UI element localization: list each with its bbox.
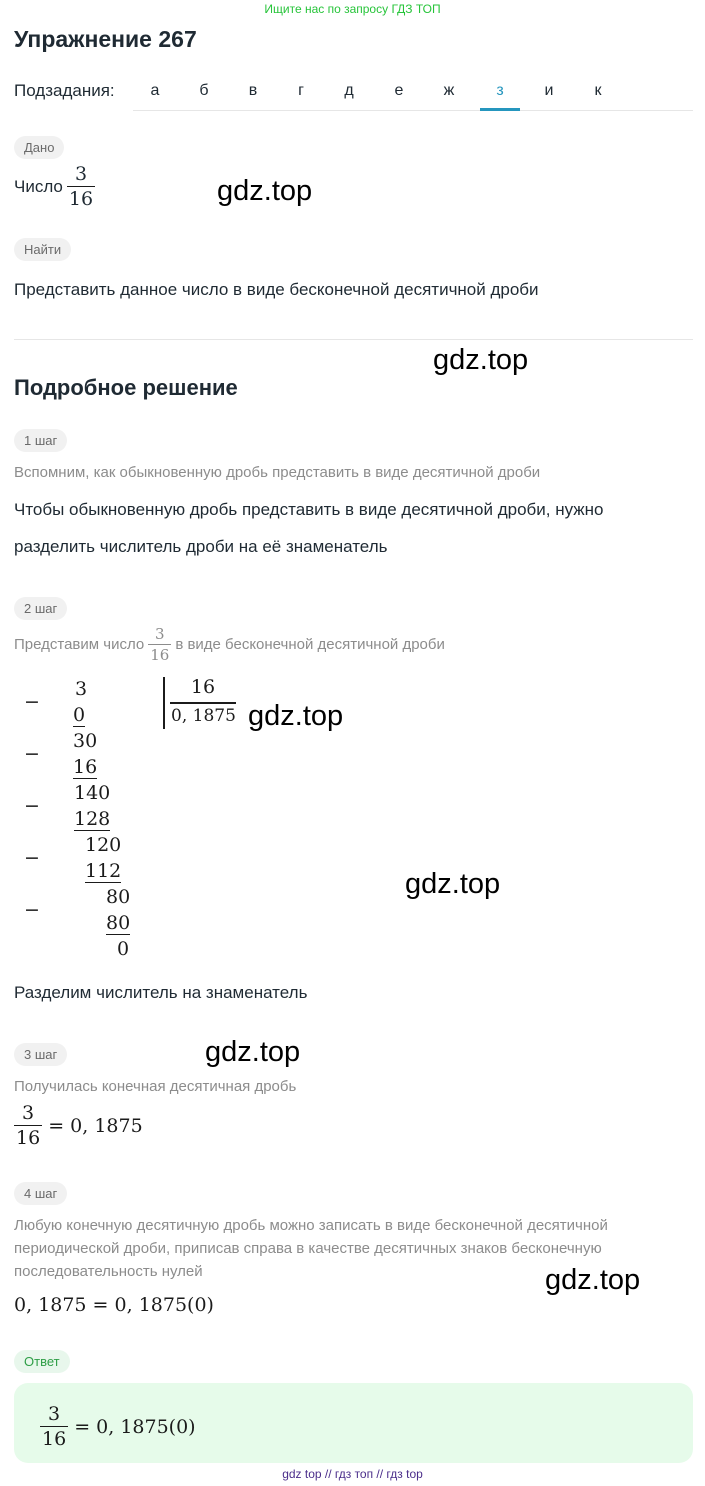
division-row: 0 <box>117 938 130 960</box>
division-row: 80 <box>106 886 131 908</box>
minus-sign: − <box>24 899 40 921</box>
step1-line1: Чтобы обыкновенную дробь представить в виде десятичной дроби, нужно <box>14 500 604 519</box>
given-fraction <box>67 163 95 210</box>
tab-b[interactable]: б <box>199 82 209 99</box>
tab-zh[interactable]: ж <box>443 82 455 99</box>
watermark: gdz.top <box>217 175 313 207</box>
answer-equation <box>40 1403 196 1450</box>
division-row: 128 <box>74 808 111 830</box>
subtasks-label: Подзадания: <box>14 81 115 100</box>
minus-sign: − <box>24 743 40 765</box>
step4-hint-line2: периодической дроби, приписав справа в качестве десятичных знаков бесконечную <box>14 1240 602 1257</box>
answer-pill: Ответ <box>14 1350 70 1373</box>
solution-title: Подробное решение <box>14 375 238 400</box>
step4-hint-line3: последовательность нулей <box>14 1263 203 1280</box>
divisor: 16 <box>190 676 216 698</box>
minus-sign: − <box>24 795 40 817</box>
footer-links[interactable]: gdz top // гдз топ // гдз top <box>282 1467 423 1481</box>
tab-k[interactable]: к <box>594 82 602 99</box>
given-label: Число <box>14 176 63 196</box>
step4-pill: 4 шаг <box>14 1182 67 1205</box>
answer-rhs: = 0, 1875(0) <box>74 1415 196 1438</box>
division-row: 16 <box>73 756 98 778</box>
answer-denominator: 16 <box>42 1428 67 1450</box>
step2-pill: 2 шаг <box>14 597 67 620</box>
step3-numerator: 3 <box>22 1102 35 1124</box>
quotient: 0, 1875 <box>171 706 236 726</box>
step4-equation: 0, 1875 = 0, 1875(0) <box>14 1294 214 1316</box>
division-row: 140 <box>74 782 111 804</box>
step2-hint-after: в виде бесконечной десятичной дроби <box>175 636 445 653</box>
step1-hint: Вспомним, как обыкновенную дробь представить в виде десятичной дроби <box>14 464 541 481</box>
minus-sign: − <box>24 847 40 869</box>
watermark: gdz.top <box>433 344 529 376</box>
watermark: gdz.top <box>545 1264 641 1296</box>
given-numerator: 3 <box>74 163 88 185</box>
answer-fraction <box>40 1403 68 1450</box>
step2-hint-fraction <box>148 625 171 664</box>
top-search-hint-link[interactable]: Ищите нас по запросу ГДЗ ТОП <box>264 2 441 16</box>
page-title: Упражнение 267 <box>14 26 197 52</box>
division-row: 3 <box>75 678 88 700</box>
given-statement <box>14 163 95 210</box>
step3-pill: 3 шаг <box>14 1043 67 1066</box>
tab-d[interactable]: д <box>344 82 354 99</box>
step4-hint-line1: Любую конечную десятичную дробь можно записать в виде бесконечной десятичной <box>14 1217 608 1234</box>
divisor-box <box>170 676 236 698</box>
tab-g[interactable]: г <box>298 82 304 99</box>
tab-z[interactable]: з <box>480 74 520 111</box>
division-row: 80 <box>106 912 131 934</box>
step2-caption: Разделим числитель на знаменатель <box>14 983 308 1002</box>
step3-hint: Получилась конечная десятичная дробь <box>14 1078 297 1095</box>
step3-rhs: = 0, 1875 <box>48 1114 143 1137</box>
divisor-line <box>170 702 236 704</box>
division-row: 112 <box>85 860 122 882</box>
division-row: 0 <box>73 704 86 726</box>
division-bracket <box>163 677 165 729</box>
step1-line2: разделить числитель дроби на её знаменатель <box>14 537 388 556</box>
step2-hint-before: Представим число <box>14 636 145 653</box>
watermark: gdz.top <box>205 1036 301 1068</box>
minus-sign: − <box>24 691 40 713</box>
step2-hint-denominator: 16 <box>150 646 170 664</box>
find-pill: Найти <box>14 238 71 261</box>
step3-equation <box>14 1102 143 1149</box>
answer-numerator: 3 <box>48 1403 61 1425</box>
watermark: gdz.top <box>405 868 501 900</box>
tab-i[interactable]: и <box>544 82 554 99</box>
given-denominator: 16 <box>68 188 94 210</box>
step3-fraction <box>14 1102 42 1149</box>
given-pill: Дано <box>14 136 64 159</box>
step2-hint-numerator: 3 <box>154 625 165 643</box>
step3-denominator: 16 <box>16 1127 41 1149</box>
divider <box>14 339 693 340</box>
tab-v[interactable]: в <box>248 82 258 99</box>
tab-a[interactable]: а <box>150 82 160 99</box>
step2-hint <box>14 625 445 664</box>
division-row: 30 <box>73 730 98 752</box>
step1-pill: 1 шаг <box>14 429 67 452</box>
tab-e[interactable]: е <box>394 82 404 99</box>
subtasks-tabs <box>133 74 693 111</box>
watermark: gdz.top <box>248 700 344 732</box>
find-text: Представить данное число в виде бесконечной десятичной дроби <box>14 280 539 299</box>
division-row: 120 <box>85 834 122 856</box>
